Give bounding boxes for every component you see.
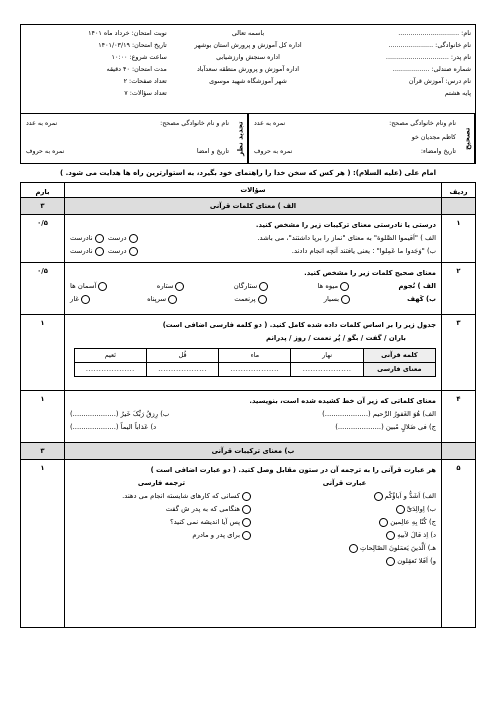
question-1-mark: ۰/۵ [21,215,65,263]
q2b-option-2: پرنعمت [234,295,256,303]
persian-item-2: هنگامی که به پدر ش گفت [165,505,240,513]
section-b-mark: ۳ [21,443,65,460]
question-2-body [65,263,442,315]
second-grader-date[interactable]: تاریخ و امضا [196,148,229,155]
q2b-option-3: سرپناه [147,295,167,303]
q3-row2-label: معنای فارسی [363,363,435,377]
arabic-item-f: و) اَفَلا تَعقِلون [397,557,436,565]
arabic-column-header: عبارت قرآنی [322,479,367,487]
question-2-text: معنای صحیح کلمات زیر را مشخص کنید. [304,269,436,277]
district-office: اداره آموزش و پرورش منطقه سعدآباد [196,65,300,73]
question-1-body [65,215,442,263]
q2b-option-1: بسیار [323,295,340,303]
q2a-option-1-radio[interactable] [340,282,349,291]
bismillah: باسمه تعالی [231,29,265,37]
arabic-item-a-dot[interactable] [374,492,383,501]
question-1-text: درستی یا نادرستی معنای ترکیبات زیر را مشخص کنید. [255,221,436,229]
persian-item-4: برای پدر و مادرم [192,531,240,539]
q1b-false-label: نادرست [70,247,93,255]
exam-term: نوبت امتحان: خرداد ماه ۱۴۰۱ [88,29,167,37]
q2a-option-4: آسمان ها [70,282,97,290]
q3-word-1: نهار [291,349,363,363]
arabic-item-e-dot[interactable] [349,544,358,553]
q1a-false-label: نادرست [70,234,93,242]
q2a-option-2: ستارگان [233,282,258,290]
q1a-false-radio[interactable] [95,234,104,243]
correction-label: تصحیح [461,114,475,163]
question-4-text: معنای کلماتی که زیر آن خط کشیده شده است، بنویسید. [249,397,436,405]
grade-level: پایه هشتم [444,89,471,97]
col-questions-header: سؤالات [65,183,442,198]
second-grader-name: نام و نام خانوادگی مصحح: [160,120,229,127]
question-4-b[interactable]: ب) رِزقُ رَبِّکَ خَیرٌ (....................) [70,410,170,418]
family-name-field[interactable]: نام خانوادگی: ...................... [388,41,471,49]
imam-ali-quote: امام علی (علیه السلام): ( هر کس که سخن خدا را راهنمای خود بگیرد، به استوارترین راه ها هدایت می شود. ) [59,169,437,177]
question-5-mark: ۱ [21,460,65,628]
q2b-option-4-radio[interactable] [81,295,90,304]
revision-label: تجدید نظر [234,114,248,163]
persian-item-4-dot[interactable] [242,531,251,540]
q3-word-3: قُل [146,349,218,363]
first-score-number[interactable]: نمره به عدد [254,120,286,127]
question-2-row [21,263,476,315]
question-1-b: ب) "وَجَدوا ما عَمِلوا" : یعنی یافتند آنچه انجام دادند. [291,247,436,255]
question-1-a: الف ) "اَقیموا الصَّلوة" به معنای "نماز را برپا داشتند"، می باشد. [257,234,436,242]
arabic-column [253,477,436,568]
question-3-text: جدول زیر را بر اساس کلمات داده شده کامل کنید. ( دو کلمه فارسی اضافی است) [162,321,436,329]
persian-column-header: ترجمه فارسی [137,479,186,487]
q2b-option-3-radio[interactable] [168,295,177,304]
question-3-mark: ۱ [21,315,65,391]
question-3-word-bank: باران / گفت / بگو / پُر نعمت / روز / پدرانم [266,334,406,342]
exam-start-time: ساعت شروع: ۱۰:۰۰ [111,53,167,61]
q2a-option-1: میوه ها [317,282,339,290]
persian-item-1: کسانی که کارهای شایسته انجام می دهند. [122,492,240,500]
student-name-field[interactable]: نام: .............................. [398,29,471,37]
arabic-item-b-dot[interactable] [396,505,405,514]
persian-column [70,477,253,568]
q2b-option-4: غار [70,295,79,303]
question-2-a-label: الف ) نُجوم [398,282,436,290]
q3-answer-1[interactable]: ................... [291,363,363,377]
table-head [21,183,476,198]
first-grader-cell [248,114,461,163]
persian-item-3-dot[interactable] [242,518,251,527]
q1b-true-label: درست [107,247,127,255]
arabic-item-b: ب) اِوالِدَیَّ [406,505,436,513]
second-score-number[interactable]: نمره به عدد [26,120,58,127]
question-4-a[interactable]: الف) هُوَ الغَفورُ الرَّحیم (....................) [322,410,436,418]
seat-number-field[interactable]: شماره صندلی: .................. [392,65,471,73]
q1a-true-radio[interactable] [129,234,138,243]
question-1-row [21,215,476,263]
q2a-option-2-radio[interactable] [259,282,268,291]
section-a-mark: ۳ [21,198,65,215]
question-4-c[interactable]: ج) فی ضَلالٍ مُبین (....................) [335,423,436,431]
q3-row1-label: کلمه قرآنی [363,349,435,363]
exam-duration: مدت امتحان: ۴۰ دقیقه [106,65,167,73]
arabic-item-c: ج) کُنّا بِهِ عالِمین [390,518,436,526]
question-5-body [65,460,442,628]
exam-date: تاریخ امتحان: ۱۴۰۱/۰۳/۱۹ [98,41,167,49]
q3-answer-3[interactable]: ................... [146,363,218,377]
arabic-item-a: الف) اَشَدُّ و اَباؤُکُم [384,492,436,500]
first-grader-date[interactable]: تاریخ وامضاء: [420,148,456,155]
arabic-item-c-dot[interactable] [379,518,388,527]
persian-item-2-dot[interactable] [242,505,251,514]
question-5-text: هر عبارت قرآنی را به ترجمه آن در ستون مقابل وصل کنید. ( دو عبارت اضافی است ) [150,466,436,474]
question-4-mark: ۱ [21,391,65,443]
q3-word-4: نَعیم [74,349,146,363]
col-mark-header: بارم [21,183,65,198]
question-3-number: ۳ [442,315,476,391]
question-4-d[interactable]: د) عَذاباً الیماً (....................) [70,423,157,431]
section-a-title: الف ) معنای کلمات قرآنی [65,198,442,215]
q2a-option-4-radio[interactable] [98,282,107,291]
arabic-item-e: هـ) اَلَّذینَ یَعمَلونَ الصّالِحاتِ [359,544,436,552]
persian-item-1-dot[interactable] [242,492,251,501]
question-5-number: ۵ [442,460,476,628]
exam-header [20,24,476,114]
arabic-item-d-dot[interactable] [386,531,395,540]
q2a-option-3-radio[interactable] [175,282,184,291]
section-b-title: ب) معنای ترکیبات قرآنی [65,443,442,460]
q2b-option-1-radio[interactable] [341,295,350,304]
question-2-mark: ۰/۵ [21,263,65,315]
second-score-words[interactable]: نمره به حروف [26,148,65,155]
q1a-true-label: درست [107,234,127,242]
question-4-body [65,391,442,443]
school-info [171,25,325,113]
question-3-table [74,348,436,377]
question-2-number: ۲ [442,263,476,315]
q3-answer-4[interactable]: ................... [74,363,146,377]
course-name: نام درس: آموزش قرآن [408,77,471,85]
persian-item-3: پس آیا اندیشه نمی کنید؟ [170,518,240,526]
page-count: تعداد صفحات: ۲ [123,77,167,85]
province-office: اداره کل آموزش و پرورش استان بوشهر [194,41,302,49]
question-count: تعداد سؤالات: ۷ [124,89,167,97]
q3-word-2: ماء [219,349,291,363]
exam-page [20,24,476,628]
matching-columns [70,477,436,568]
q1b-false-radio[interactable] [95,247,104,256]
question-4-number: ۴ [442,391,476,443]
question-1-number: ۱ [442,215,476,263]
exam-info [21,25,171,113]
questions-table [20,182,476,628]
q1b-true-radio[interactable] [129,247,138,256]
question-5-row [21,460,476,628]
first-grader-name: نام ونام خانوادگی مصحح: [389,120,456,127]
question-2-b-label: ب) کَهف [407,295,436,303]
section-b-row [21,443,476,460]
father-name-field[interactable]: نام پدر: ............................... [385,53,471,61]
arabic-item-f-dot[interactable] [386,557,395,566]
question-3-row [21,315,476,391]
first-grader-teacher: کاظم مجدیان خو [411,134,456,141]
arabic-item-d: د) اِذ قالَ لاَبیهِ [397,531,436,539]
student-info [325,25,475,113]
second-grader-cell [21,114,234,163]
section-a-row [21,198,476,215]
first-score-words[interactable]: نمره به حروف [254,148,293,155]
q2b-option-2-radio[interactable] [258,295,267,304]
assessment-office: اداره سنجش وارزشیابی [216,53,280,61]
school-name: شهر آموزشگاه شهید موسوی [209,77,287,85]
q2a-option-3: ستاره [156,282,174,290]
question-3-body [65,315,442,391]
q3-answer-2[interactable]: ................... [219,363,291,377]
question-4-row [21,391,476,443]
col-number-header: ردیف [442,183,476,198]
grading-box [20,114,476,164]
